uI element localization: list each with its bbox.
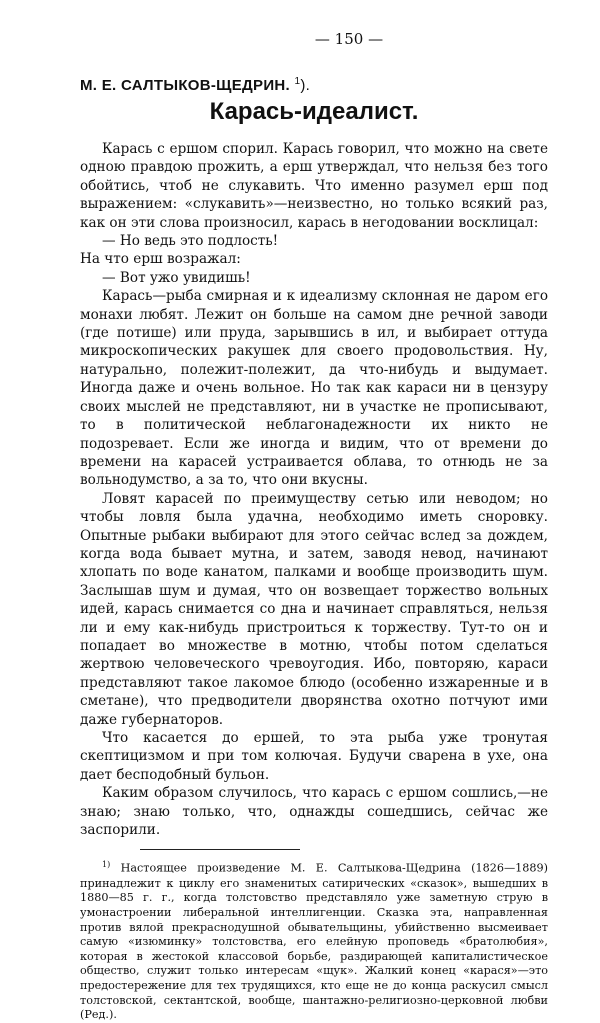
dialogue-line: — Но ведь это подлость! <box>102 233 279 250</box>
footnote-text: Настоящее произведение М. Е. Салтыкова-Щедрина (1826—1889) принадлежит к циклу его знаменитых сатирических «сказок», вышедших в 1880—85 г. г., когда толстовство представляло уже заметную струю в умонастроении либеральной интеллигенции. Сказка эта, направленная против вялой прекраснодушной обывательщины, убийственно высмеивает самую «изюминку» толстовства, его елейную проповедь «братолюбия», которая в жестокой классовой борьбе, раздирающей капиталистическое общество, служит только интересам «щук». Жалкий конец «карася»—это предостережение для тех трудящихся, кто еще не до конца раскусил смысл толстовской, сектантской, вообще, шантажно-религиозно-церковной любви (Ред.). <box>80 862 548 1022</box>
author-tail: ). <box>300 77 311 94</box>
page <box>80 30 548 1023</box>
footnote <box>80 858 548 1022</box>
page-number: — 150 — <box>314 30 384 48</box>
footnote-divider <box>140 849 300 850</box>
paragraph: Карась—рыба смирная и к идеализму склонная не даром его монахи любят. Лежит он больше на самом дне речной заводи (где потише) или пруда, зарывшись в ил, и выбирает оттуда микроскопических ракушек для своего продовольствия. Ну, натурально, полежит-полежит, да что-нибудь и выдумает. Иногда даже и очень вольное. Но так как караси ни в цензуру своих мыслей не представляют, ни в участке не прописывают, то в политической неблагонадежности их никто не подозревает. Если же иногда и видим, что от времени до времени на карасей устраивается облава, то отнюдь не за вольнодумство, а за то, что они вкусны. <box>80 288 548 489</box>
author-name: М. Е. САЛТЫКОВ-ЩЕДРИН. <box>80 77 291 94</box>
story-body <box>80 140 548 839</box>
footnote-ref[interactable]: 1 <box>294 76 301 87</box>
story-title: Карась-идеалист. <box>209 98 419 125</box>
paragraph: Что касается до ершей, то эта рыба уже тронутая скептицизмом и при том колючая. Будучи сварена в ухе, она дает бесподобный бульон. <box>80 730 548 783</box>
paragraph: Ловят карасей по преимуществу сетью или неводом; но чтобы ловля была удачна, необходимо иметь сноровку. Опытные рыбаки выбирают для этого сейчас вслед за дождем, когда вода бывает мутна, и затем, заводя невод, начинают хлопать по воде канатом, палками и вообще производить шум. Заслышав шум и думая, что он возвещает торжество вольных идей, карась снимается со дна и начинает справляться, нельзя ли и ему как-нибудь пристроиться к торжеству. Тут-то он и попадает во множестве в мотню, чтобы потом сделаться жертвою человеческого чревоугодия. Ибо, повторяю, караси представляют такое лакомое блюдо (особенно изжаренные и в сметане), что предводители дворянства охотно потчуют ими даже губернаторов. <box>80 490 548 728</box>
footnote-marker: 1) <box>102 860 111 870</box>
paragraph: Каким образом случилось, что карась с ершом сошлись,—не знаю; знаю только, что, однажды сошедшись, сейчас же заспорили. <box>80 785 548 839</box>
paragraph: На что ерш возражал: <box>80 251 241 268</box>
author-line <box>80 76 548 94</box>
dialogue-line: — Вот ужо увидишь! <box>102 269 251 286</box>
paragraph: Карась с ершом спорил. Карась говорил, что можно на свете одною правдою прожить, а ерш утверждал, что нельзя без того обойтись, чтоб не слукавить. Что именно разумел ерш под выражением: «слукавить»—неизвестно, но только всякий раз, как он эти слова произносил, карась в негодовании восклицал: <box>80 141 548 231</box>
